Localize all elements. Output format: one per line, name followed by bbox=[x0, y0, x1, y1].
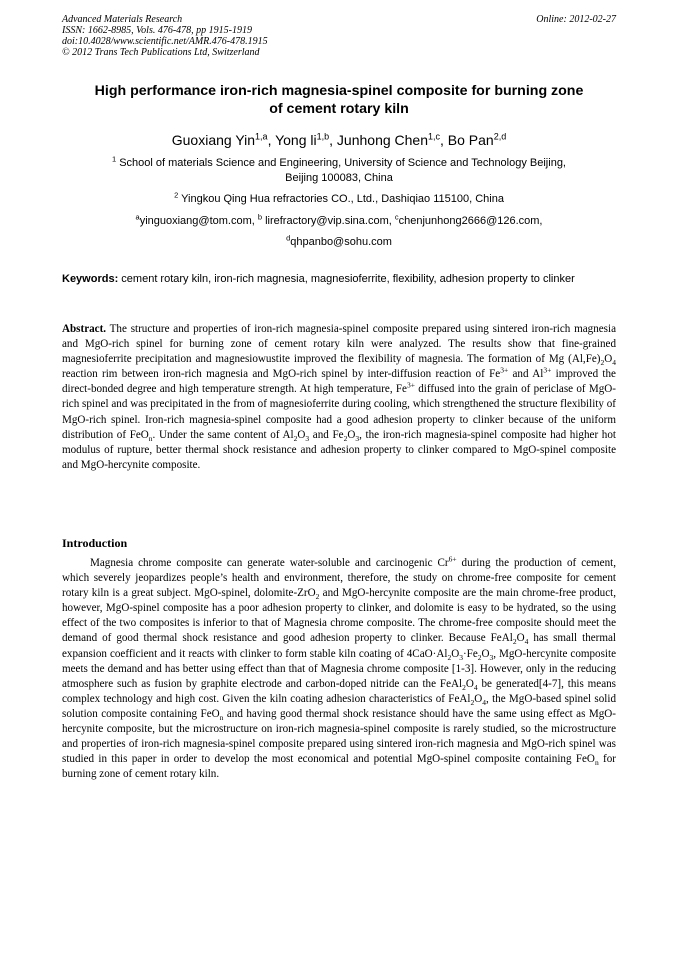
body-text: and having good thermal shock resistance should have the same using effect as MgO-hercynite composite, but the microstructure on iron-rich magnesia-spinel composite is rarely studied, so the microstructure and properties of iron-rich magnesia-spinel composite prepared using sintered iron-rich magnesia and MgO-rich spinel was studied in this paper in order to develop the most economical and potential MgO-spinel composite containing FeO bbox=[62, 707, 616, 766]
author-affiliation-mark: 1,c bbox=[428, 131, 441, 142]
title-line-2: of cement rotary kiln bbox=[269, 101, 409, 117]
affiliation-2 bbox=[62, 192, 616, 207]
affiliation-mark: 1 bbox=[111, 154, 117, 164]
subscript: 4 bbox=[612, 358, 616, 368]
email-mark: a bbox=[135, 212, 140, 222]
superscript: 3+ bbox=[543, 365, 552, 375]
subscript: 2 bbox=[462, 682, 466, 692]
body-text: O bbox=[516, 632, 525, 645]
body-text: , the MgO-based spinel solid solution composite containing FeO bbox=[62, 692, 616, 720]
abstract-block bbox=[62, 322, 616, 473]
keywords-block bbox=[62, 272, 616, 287]
superscript: 3+ bbox=[500, 365, 509, 375]
superscript: 6+ bbox=[448, 554, 457, 564]
subscript: 2 bbox=[512, 637, 517, 647]
abstract-text: The structure and properties of iron-rich magnesia-spinel composite prepared using sintered iron-rich magnesia and MgO-rich spinel for burning zone of cement rotary kiln were analyzed. The results show that fine-grained magnesioferrite precipitation and magnesiowustite improved the flexibility of magnesia. The formation of Mg (Al,Fe) bbox=[62, 323, 616, 366]
body-text: be generated[4-7], this means complex technology and high cost. Given the kiln coating adhesion characteristics of FeAl bbox=[62, 677, 616, 705]
affiliation-mark: 2 bbox=[174, 190, 179, 200]
subscript: 2 bbox=[293, 433, 298, 443]
email-line-1 bbox=[62, 214, 616, 229]
body-text: O bbox=[451, 647, 460, 660]
abstract-text: O bbox=[347, 428, 356, 441]
abstract-text: reaction rim between iron-rich magnesia and MgO-rich spinel by inter-diffusion reaction of Fe bbox=[62, 368, 501, 381]
subscript: 2 bbox=[477, 652, 482, 662]
author-name: Yong li bbox=[275, 132, 317, 148]
email-mark: b bbox=[257, 212, 263, 222]
author-affiliation-mark: 2,d bbox=[493, 131, 507, 142]
body-text: ·Fe bbox=[462, 647, 478, 660]
superscript: 3+ bbox=[406, 380, 415, 390]
author-name: Guoxiang Yin bbox=[171, 132, 256, 148]
abstract-text: O bbox=[604, 353, 613, 366]
author-name: Junhong Chen bbox=[336, 132, 428, 148]
affiliation-1 bbox=[62, 156, 616, 186]
body-text: , MgO-hercynite composite meets the demand and has better using effect than that of Magnesia chrome composite [1-3]. However, only in the reducing atmosphere such as fusion by graphite electrode and carbon-doped nitride can the FeAl bbox=[62, 647, 616, 690]
introduction-paragraph bbox=[62, 556, 616, 782]
abstract-text: and Al bbox=[508, 368, 544, 381]
email-line-2 bbox=[62, 235, 616, 250]
author-affiliation-mark: 1,a bbox=[255, 131, 268, 142]
journal-copyright: © 2012 Trans Tech Publications Ltd, Switzerland bbox=[62, 47, 260, 58]
body-text: O bbox=[474, 692, 483, 705]
subscript: 2 bbox=[470, 698, 475, 708]
email-d-link[interactable]: qhpanbo@sohu.com bbox=[290, 236, 392, 248]
journal-name: Advanced Materials Research bbox=[62, 14, 183, 25]
author-separator: , bbox=[440, 132, 448, 148]
body-text: O bbox=[465, 677, 474, 690]
body-text: has small thermal expansion coefficient and it reacts with clinker to form stable kiln coating of 4CaO·Al bbox=[62, 632, 617, 660]
subscript: 2 bbox=[600, 358, 605, 368]
paper-title bbox=[62, 82, 616, 118]
abstract-text: and Fe bbox=[309, 428, 344, 441]
subscript: 3 bbox=[305, 433, 310, 443]
subscript: 3 bbox=[489, 652, 494, 662]
subscript: 3 bbox=[355, 433, 360, 443]
body-text: O bbox=[481, 647, 490, 660]
journal-issn: ISSN: 1662-8985, Vols. 476-478, pp 1915-1919 bbox=[62, 25, 252, 36]
subscript: 2 bbox=[447, 652, 452, 662]
abstract-text: . Under the same content of Al bbox=[152, 428, 294, 441]
affiliation-2-text: Yingkou Qing Hua refractories CO., Ltd., Dashiqiao 115100, China bbox=[178, 193, 504, 205]
journal-header bbox=[62, 14, 616, 58]
abstract-text: diffused into the grain of periclase of MgO-rich spinel and was precipitated in the from of magnesioferrite during cooling, which strengthened the structure flexibility of MgO-rich spinel. Iron-rich magnesia-spinel composite had a good adhesion property to clinker because of the uniform distribution of FeO bbox=[62, 383, 616, 441]
affiliation-1-line-2: Beijing 100083, China bbox=[285, 172, 393, 184]
email-mark: d bbox=[286, 233, 291, 243]
subscript: 4 bbox=[482, 698, 486, 708]
abstract-text: O bbox=[297, 428, 306, 441]
affiliation-1-line-1: School of materials Science and Engineering, University of Science and Technology Beijing, bbox=[116, 157, 566, 169]
abstract-label: Abstract. bbox=[62, 323, 107, 335]
subscript: 4 bbox=[473, 682, 478, 692]
keywords-text: cement rotary kiln, iron-rich magnesia, magnesioferrite, flexibility, adhesion property to clinker bbox=[118, 273, 575, 285]
email-c-link[interactable]: chenjunhong2666@126.com, bbox=[398, 215, 543, 227]
author-separator: , bbox=[267, 132, 276, 148]
body-text: for burning zone of cement rotary kiln. bbox=[62, 753, 616, 781]
online-date: Online: 2012-02-27 bbox=[536, 14, 616, 25]
author-list bbox=[62, 131, 616, 149]
body-text: and MgO-hercynite composite are the main chrome-free product, however, MgO-spinel composite has a poor adhesion property to clinker, and dolomite is easy to be hydrated, so the using effect of the two composites is inferior to that of Magnesia chrome composite. The chrome-free composite should meet the demand of good thermal shock resistance and good adhesion property to clinker. Because FeAl bbox=[62, 587, 617, 645]
author-separator: , bbox=[329, 132, 337, 148]
email-mark: c bbox=[394, 212, 399, 222]
subscript: n bbox=[148, 433, 153, 443]
abstract-text: improved the direct-bonded degree and high temperature strength. At high temperature, Fe bbox=[62, 368, 616, 396]
subscript: 2 bbox=[315, 592, 320, 602]
subscript: 4 bbox=[524, 637, 529, 647]
subscript: n bbox=[219, 713, 224, 723]
email-b-link[interactable]: lirefractory@vip.sina.com, bbox=[262, 215, 395, 227]
body-text: Magnesia chrome composite can generate water-soluble and carcinogenic Cr bbox=[90, 557, 449, 569]
section-heading-introduction: Introduction bbox=[62, 536, 128, 550]
subscript: 3 bbox=[459, 652, 463, 662]
subscript: 2 bbox=[343, 433, 348, 443]
subscript: n bbox=[594, 758, 599, 768]
email-a-link[interactable]: yinguoxiang@tom.com, bbox=[139, 215, 258, 227]
body-text: during the production of cement, which severely jeopardizes people’s health and environment, therefore, the study on chrome-free composite for cement rotary kiln is a great subject. MgO-spinel, dolomite-ZrO bbox=[62, 557, 616, 600]
author-affiliation-mark: 1,b bbox=[316, 131, 330, 142]
abstract-text: , the iron-rich magnesia-spinel composite had higher hot modulus of rupture, better thermal shock resistance and adhesion property to clinker compared to MgO-spinel composite and MgO-hercynite composite. bbox=[62, 428, 616, 471]
title-line-1: High performance iron-rich magnesia-spinel composite for burning zone bbox=[94, 83, 584, 99]
keywords-label: Keywords: bbox=[62, 273, 119, 285]
journal-doi: doi:10.4028/www.scientific.net/AMR.476-478.1915 bbox=[62, 36, 268, 47]
author-name: Bo Pan bbox=[447, 132, 494, 148]
